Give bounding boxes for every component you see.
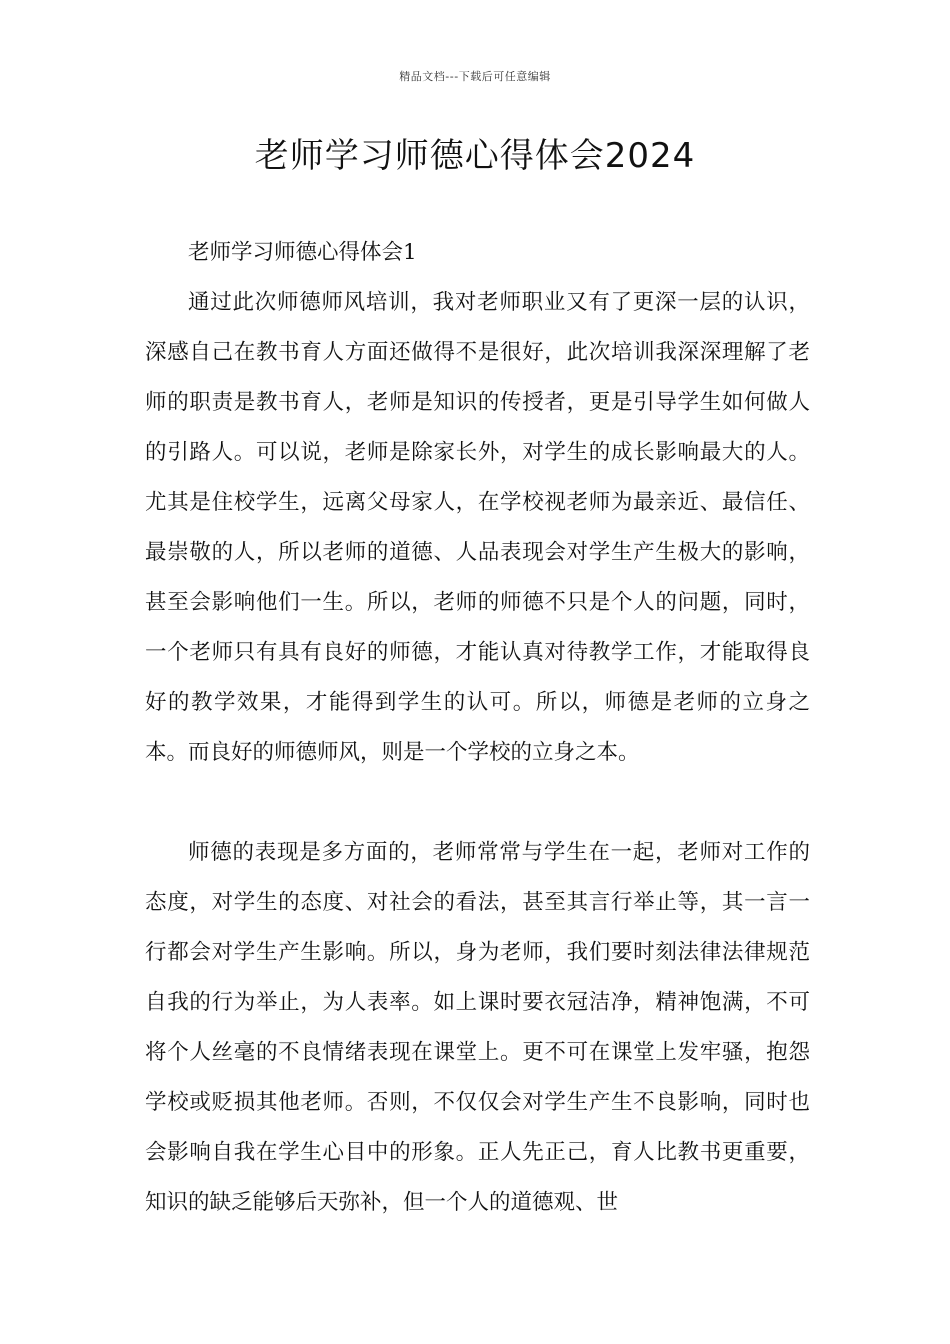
body-paragraph: 通过此次师德师风培训，我对老师职业又有了更深一层的认识，深感自己在教书育人方面还做得不是很好，此次培训我深深理解了老师的职责是教书育人，老师是知识的传授者，更是引导学生如何做人的引路人。可以说，老师是除家长外，对学生的成长影响最大的人。尤其是住校学生，远离父母家人，在学校视老师为最亲近、最信任、最崇敬的人，所以老师的道德、人品表现会对学生产生极大的影响，甚至会影响他们一生。所以，老师的师德不只是个人的问题，同时，一个老师只有具有良好的师德，才能认真对待教学工作，才能取得良好的教学效果，才能得到学生的认可。所以，师德是老师的立身之本。而良好的师德师风，则是一个学校的立身之本。 (145, 290, 810, 765)
document-body (145, 228, 810, 1228)
section-heading: 老师学习师德心得体会1 (188, 240, 417, 265)
header-note: 精品文档---下载后可任意编辑 (399, 70, 551, 83)
body-paragraph: 师德的表现是多方面的，老师常常与学生在一起，老师对工作的态度，对学生的态度、对社会的看法，甚至其言行举止等，其一言一行都会对学生产生影响。所以，身为老师，我们要时刻法律法律规范自我的行为举止，为人表率。如上课时要衣冠洁净，精神饱满，不可将个人丝毫的不良情绪表现在课堂上。更不可在课堂上发牢骚，抱怨学校或贬损其他老师。否则，不仅仅会对学生产生不良影响，同时也会影响自我在学生心目中的形象。正人先正己，育人比教书更重要，知识的缺乏能够后天弥补，但一个人的道德观、世 (145, 840, 810, 1215)
document-title: 老师学习师德心得体会2024 (254, 136, 696, 176)
